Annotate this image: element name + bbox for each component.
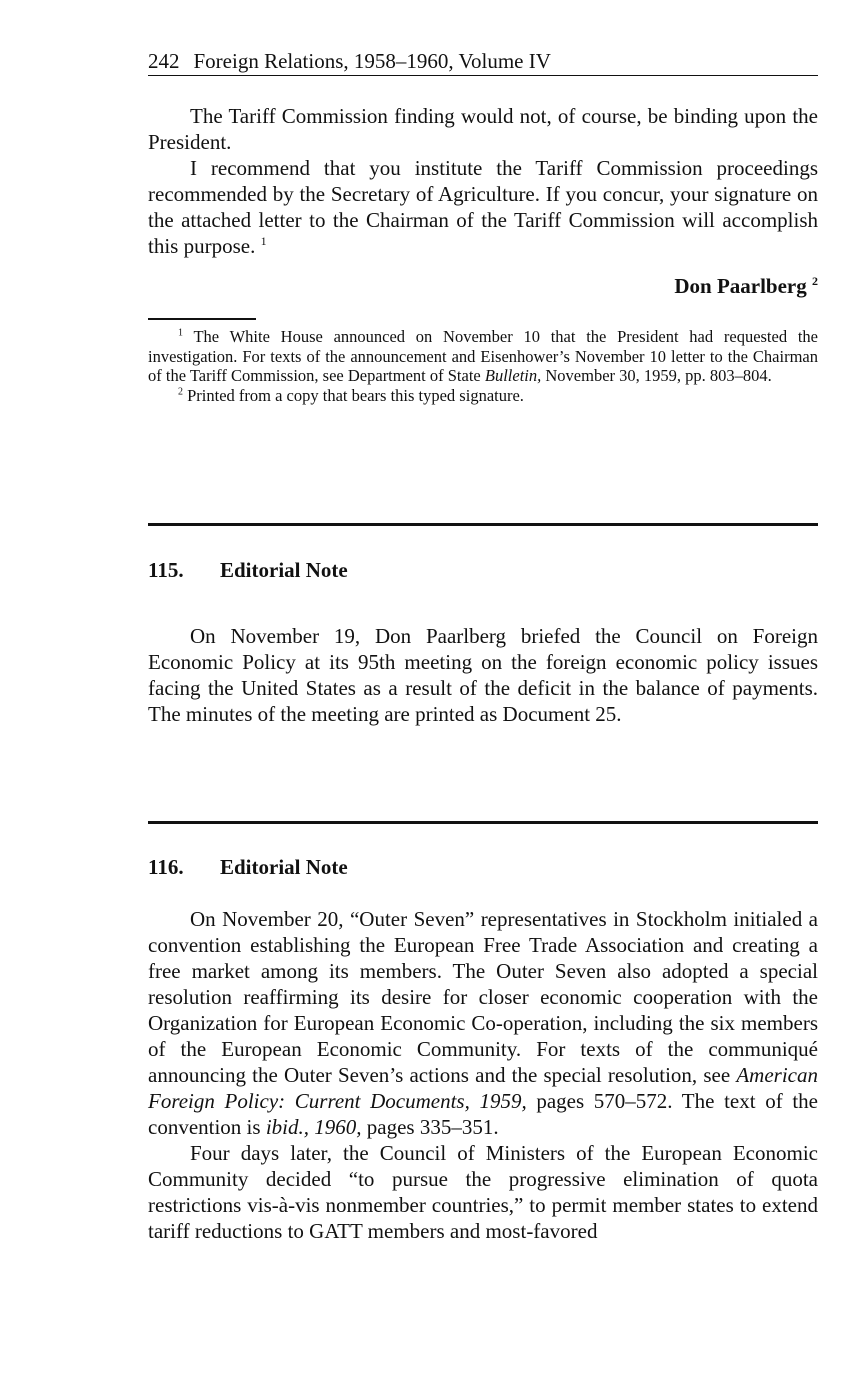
intro-paragraph-1: The Tariff Commission finding would not, of course, be binding upon the President. xyxy=(148,104,818,154)
section-heading-115 xyxy=(148,557,818,583)
section-heading-116 xyxy=(148,854,818,880)
footnote-ref-2: 2 xyxy=(812,274,818,288)
intro-paragraph-2-text: I recommend that you institute the Tariff Commission proceedings recommended by the Secretary of Agriculture. If you concur, your signature on the attached letter to the Chairman of the Tariff Commission will accomplish this purpose. xyxy=(148,156,818,258)
signature-name: Don Paarlberg xyxy=(674,274,807,298)
para1-text-a: On November 20, “Outer Seven” representatives in Stockholm initialed a convention establishing the European Free Trade Association and creating a free market among its members. The Outer Seven also adopted a special resolution reaffirming its desire for closer economic cooperation with the Organization for European Economic Co-operation, including the six members of the European Economic Community. For texts of the communiqué announcing the Outer Seven’s actions and the special resolution, see xyxy=(148,907,818,1087)
section-115-paragraph: On November 19, Don Paarlberg briefed the Council on Foreign Economic Policy at its 95th meeting on the foreign economic policy issues facing the United States as a result of the deficit in the balance of payments. The minutes of the meeting are printed as Document 25. xyxy=(148,624,818,726)
para1-text-c: pages 335–351. xyxy=(361,1115,499,1139)
section-title-115: Editorial Note xyxy=(220,558,348,582)
intro-paragraph-2 xyxy=(148,155,818,259)
footnotes xyxy=(148,327,818,405)
footnote-2-number: 2 xyxy=(178,386,183,397)
section-number-115: 115. xyxy=(148,558,184,582)
footnote-1 xyxy=(148,327,818,386)
footnote-1-text-end: November 30, 1959, pp. 803–804. xyxy=(541,366,772,385)
footnote-ref-1: 1 xyxy=(260,234,267,248)
volume-title: Foreign Relations, 1958–1960, Volume IV xyxy=(193,49,551,73)
section-divider-116 xyxy=(148,821,818,824)
footnote-2 xyxy=(148,386,818,406)
page-number: 242 xyxy=(148,49,180,73)
signature xyxy=(148,273,818,299)
section-body-115 xyxy=(148,623,818,727)
section-116-paragraph-1 xyxy=(148,906,818,1140)
footnote-1-italic: Bulletin, xyxy=(484,366,542,385)
footnote-1-number: 1 xyxy=(178,327,183,339)
intro-block xyxy=(148,103,818,259)
footnote-1-text: The White House announced on November 10 that the President had requested the investigation. For texts of the announcement and Eisenhower’s November 10 letter to the Chairman of the Tariff Commission, see Department of State xyxy=(148,327,819,385)
section-body-116 xyxy=(148,906,818,1244)
para1-italic-title: American Foreign Policy: Current Documents, 1959, xyxy=(148,1063,818,1113)
section-116-paragraph-2: Four days later, the Council of Ministers of the European Economic Community decided “to pursue the progressive elimination of quota restrictions vis-à-vis nonmember countries,” to permit member states to extend tariff reductions to GATT members and most-favored xyxy=(148,1141,818,1243)
para1-italic-ibid: ibid., 1960, xyxy=(265,1115,362,1139)
footnote-rule xyxy=(148,318,818,320)
running-head xyxy=(148,48,818,76)
section-number-116: 116. xyxy=(148,855,184,879)
section-divider-115 xyxy=(148,523,818,526)
footnote-2-text: Printed from a copy that bears this typed signature. xyxy=(187,385,524,405)
section-title-116: Editorial Note xyxy=(220,855,348,879)
para1-text-b: pages 570–572. The text of the convention is xyxy=(148,1089,818,1139)
